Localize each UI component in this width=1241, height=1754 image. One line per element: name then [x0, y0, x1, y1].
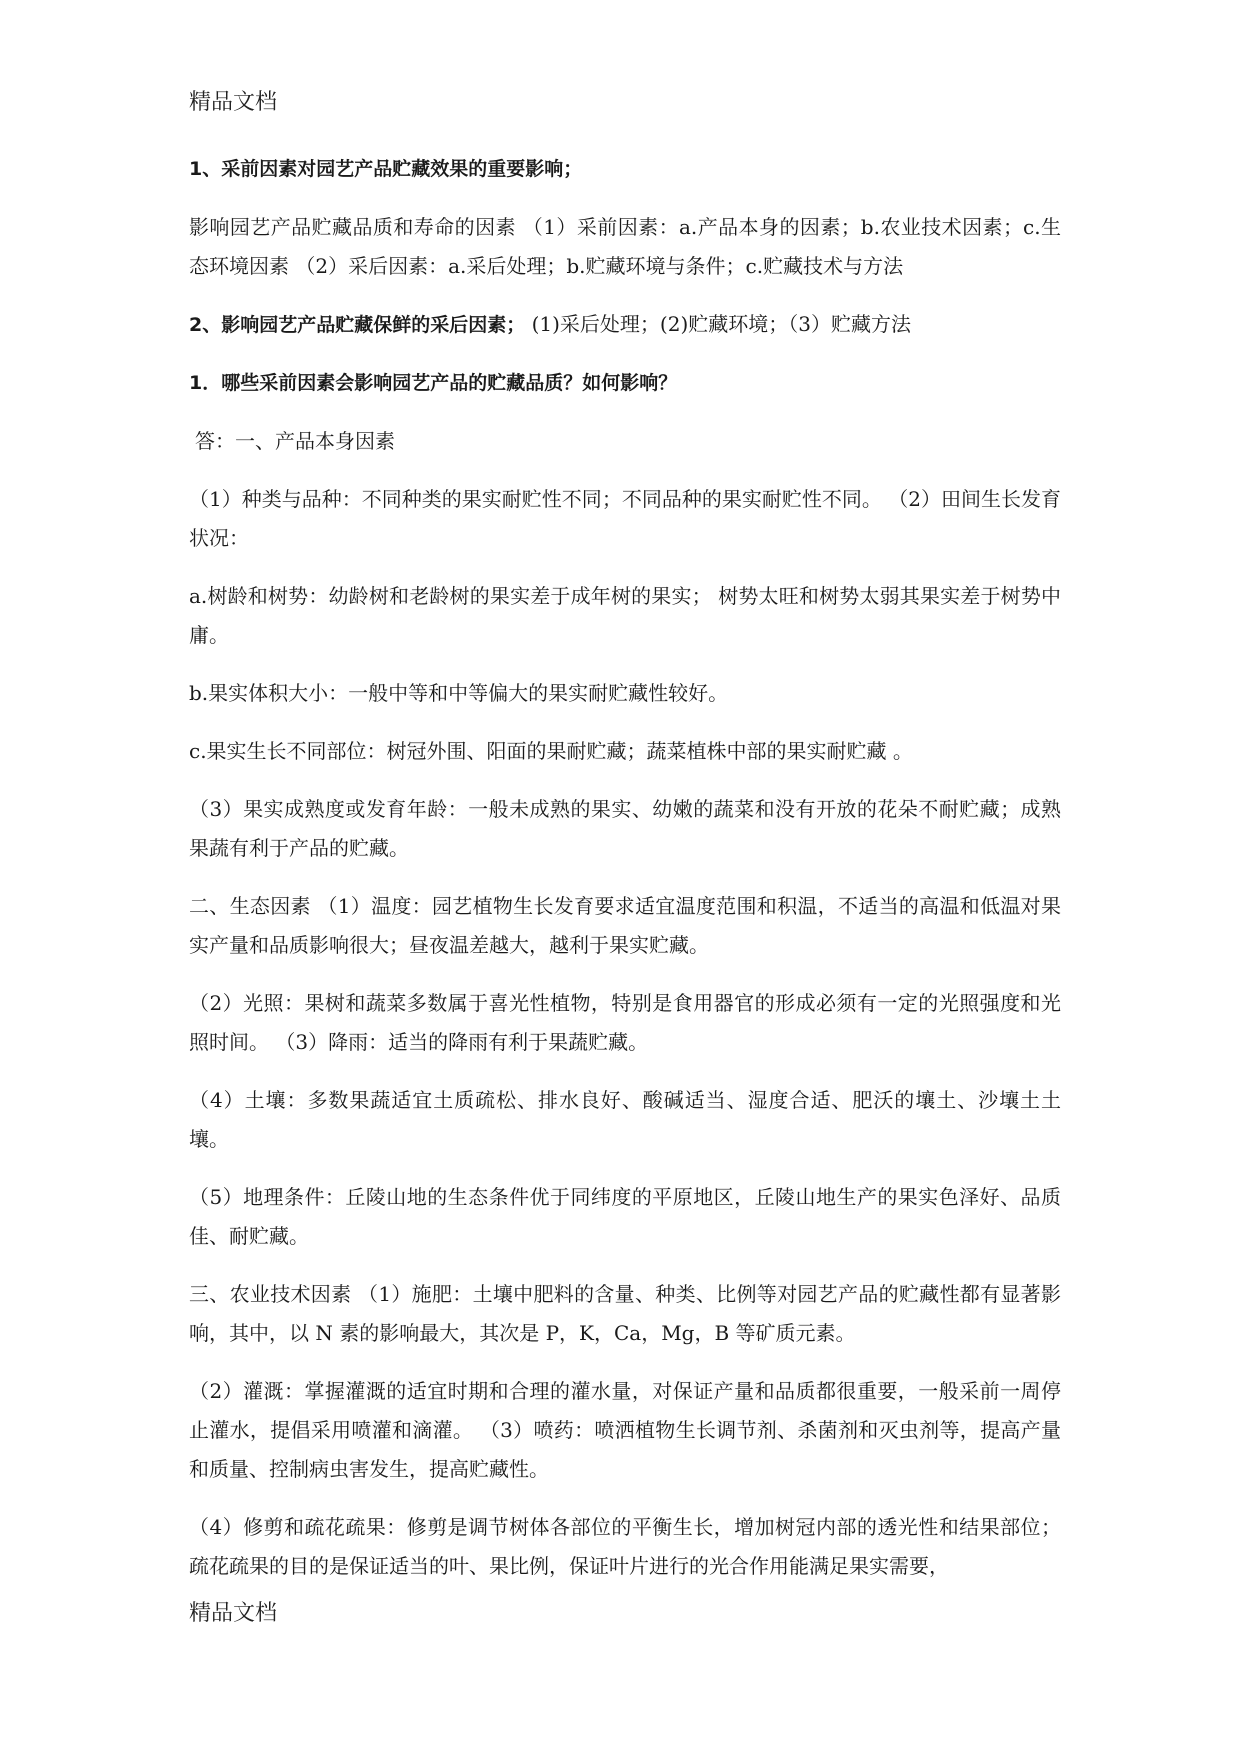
paragraph-fruit-position: c.果实生长不同部位：树冠外围、阳面的果耐贮藏；蔬菜植株中部的果实耐贮藏 。 — [189, 739, 913, 763]
postharvest-list: (1)采后处理；(2)贮藏环境；（3）贮藏方法 — [525, 312, 911, 336]
paragraph-pruning-thinning: （4）修剪和疏花疏果：修剪是调节树体各部位的平衡生长，增加树冠内部的透光性和结果部位；疏花疏果的目的是保证适当的叶、果比例，保证叶片进行的光合作用能满足果实需要， — [189, 1515, 1061, 1578]
heading-postharvest-label: 2、影响园艺产品贮藏保鲜的采后因素； — [189, 314, 526, 336]
paragraph-influencing-factors: 影响园艺产品贮藏品质和寿命的因素 （1）采前因素：a.产品本身的因素；b.农业技术因素；c.生态环境因素 （2）采后因素：a.采后处理；b.贮藏环境与条件；c.贮藏技术与方法 — [189, 215, 1061, 278]
page-footer: 精品文档 — [189, 1601, 278, 1626]
paragraph-ecological-temperature: 二、生态因素 （1）温度：园艺植物生长发育要求适宜温度范围和积温，不适当的高温和低温对果实产量和品质影响很大；昼夜温差越大，越利于果实贮藏。 — [189, 894, 1061, 957]
paragraph-light-rain: （2）光照：果树和蔬菜多数属于喜光性植物，特别是食用器官的形成必须有一定的光照强度和光照时间。 （3）降雨：适当的降雨有利于果蔬贮藏。 — [189, 991, 1061, 1054]
paragraph-fertilization: 三、农业技术因素 （1）施肥：土壤中肥料的含量、种类、比例等对园艺产品的贮藏性都有显著影响，其中，以 N 素的影响最大，其次是 P，K，Ca，Mg，B 等矿质元素。 — [189, 1282, 1061, 1345]
document-body — [189, 150, 1061, 1605]
paragraph-fruit-size: b.果实体积大小：一般中等和中等偏大的果实耐贮藏性较好。 — [189, 681, 729, 705]
paragraph-geography: （5）地理条件：丘陵山地的生态条件优于同纬度的平原地区，丘陵山地生产的果实色泽好、品质佳、耐贮藏。 — [189, 1185, 1061, 1248]
page-header: 精品文档 — [189, 90, 278, 115]
paragraph-tree-age: a.树龄和树势：幼龄树和老龄树的果实差于成年树的果实； 树势太旺和树势太弱其果实差于树势中庸。 — [189, 584, 1061, 647]
paragraph-species-variety: （1）种类与品种：不同种类的果实耐贮性不同；不同品种的果实耐贮性不同。 （2）田间生长发育状况： — [189, 487, 1061, 550]
paragraph-soil: （4）土壤：多数果蔬适宜土质疏松、排水良好、酸碱适当、湿度合适、肥沃的壤土、沙壤土土壤。 — [189, 1088, 1061, 1151]
question-heading: 1．哪些采前因素会影响园艺产品的贮藏品质？如何影响？ — [189, 372, 678, 394]
heading-postharvest-factors — [189, 305, 1061, 345]
answer-intro: 答：一、产品本身因素 — [195, 429, 395, 453]
paragraph-maturity: （3）果实成熟度或发育年龄：一般未成熟的果实、幼嫩的蔬菜和没有开放的花朵不耐贮藏；成熟果蔬有利于产品的贮藏。 — [189, 797, 1061, 860]
heading-preharvest-factors: 1、采前因素对园艺产品贮藏效果的重要影响； — [189, 158, 583, 180]
paragraph-irrigation-spraying: （2）灌溉：掌握灌溉的适宜时期和合理的灌水量，对保证产量和品质都很重要，一般采前一周停止灌水，提倡采用喷灌和滴灌。 （3）喷药：喷洒植物生长调节剂、杀菌剂和灭虫剂等，提高产量和质量、控制病虫害发生，提高贮藏性。 — [189, 1379, 1061, 1481]
